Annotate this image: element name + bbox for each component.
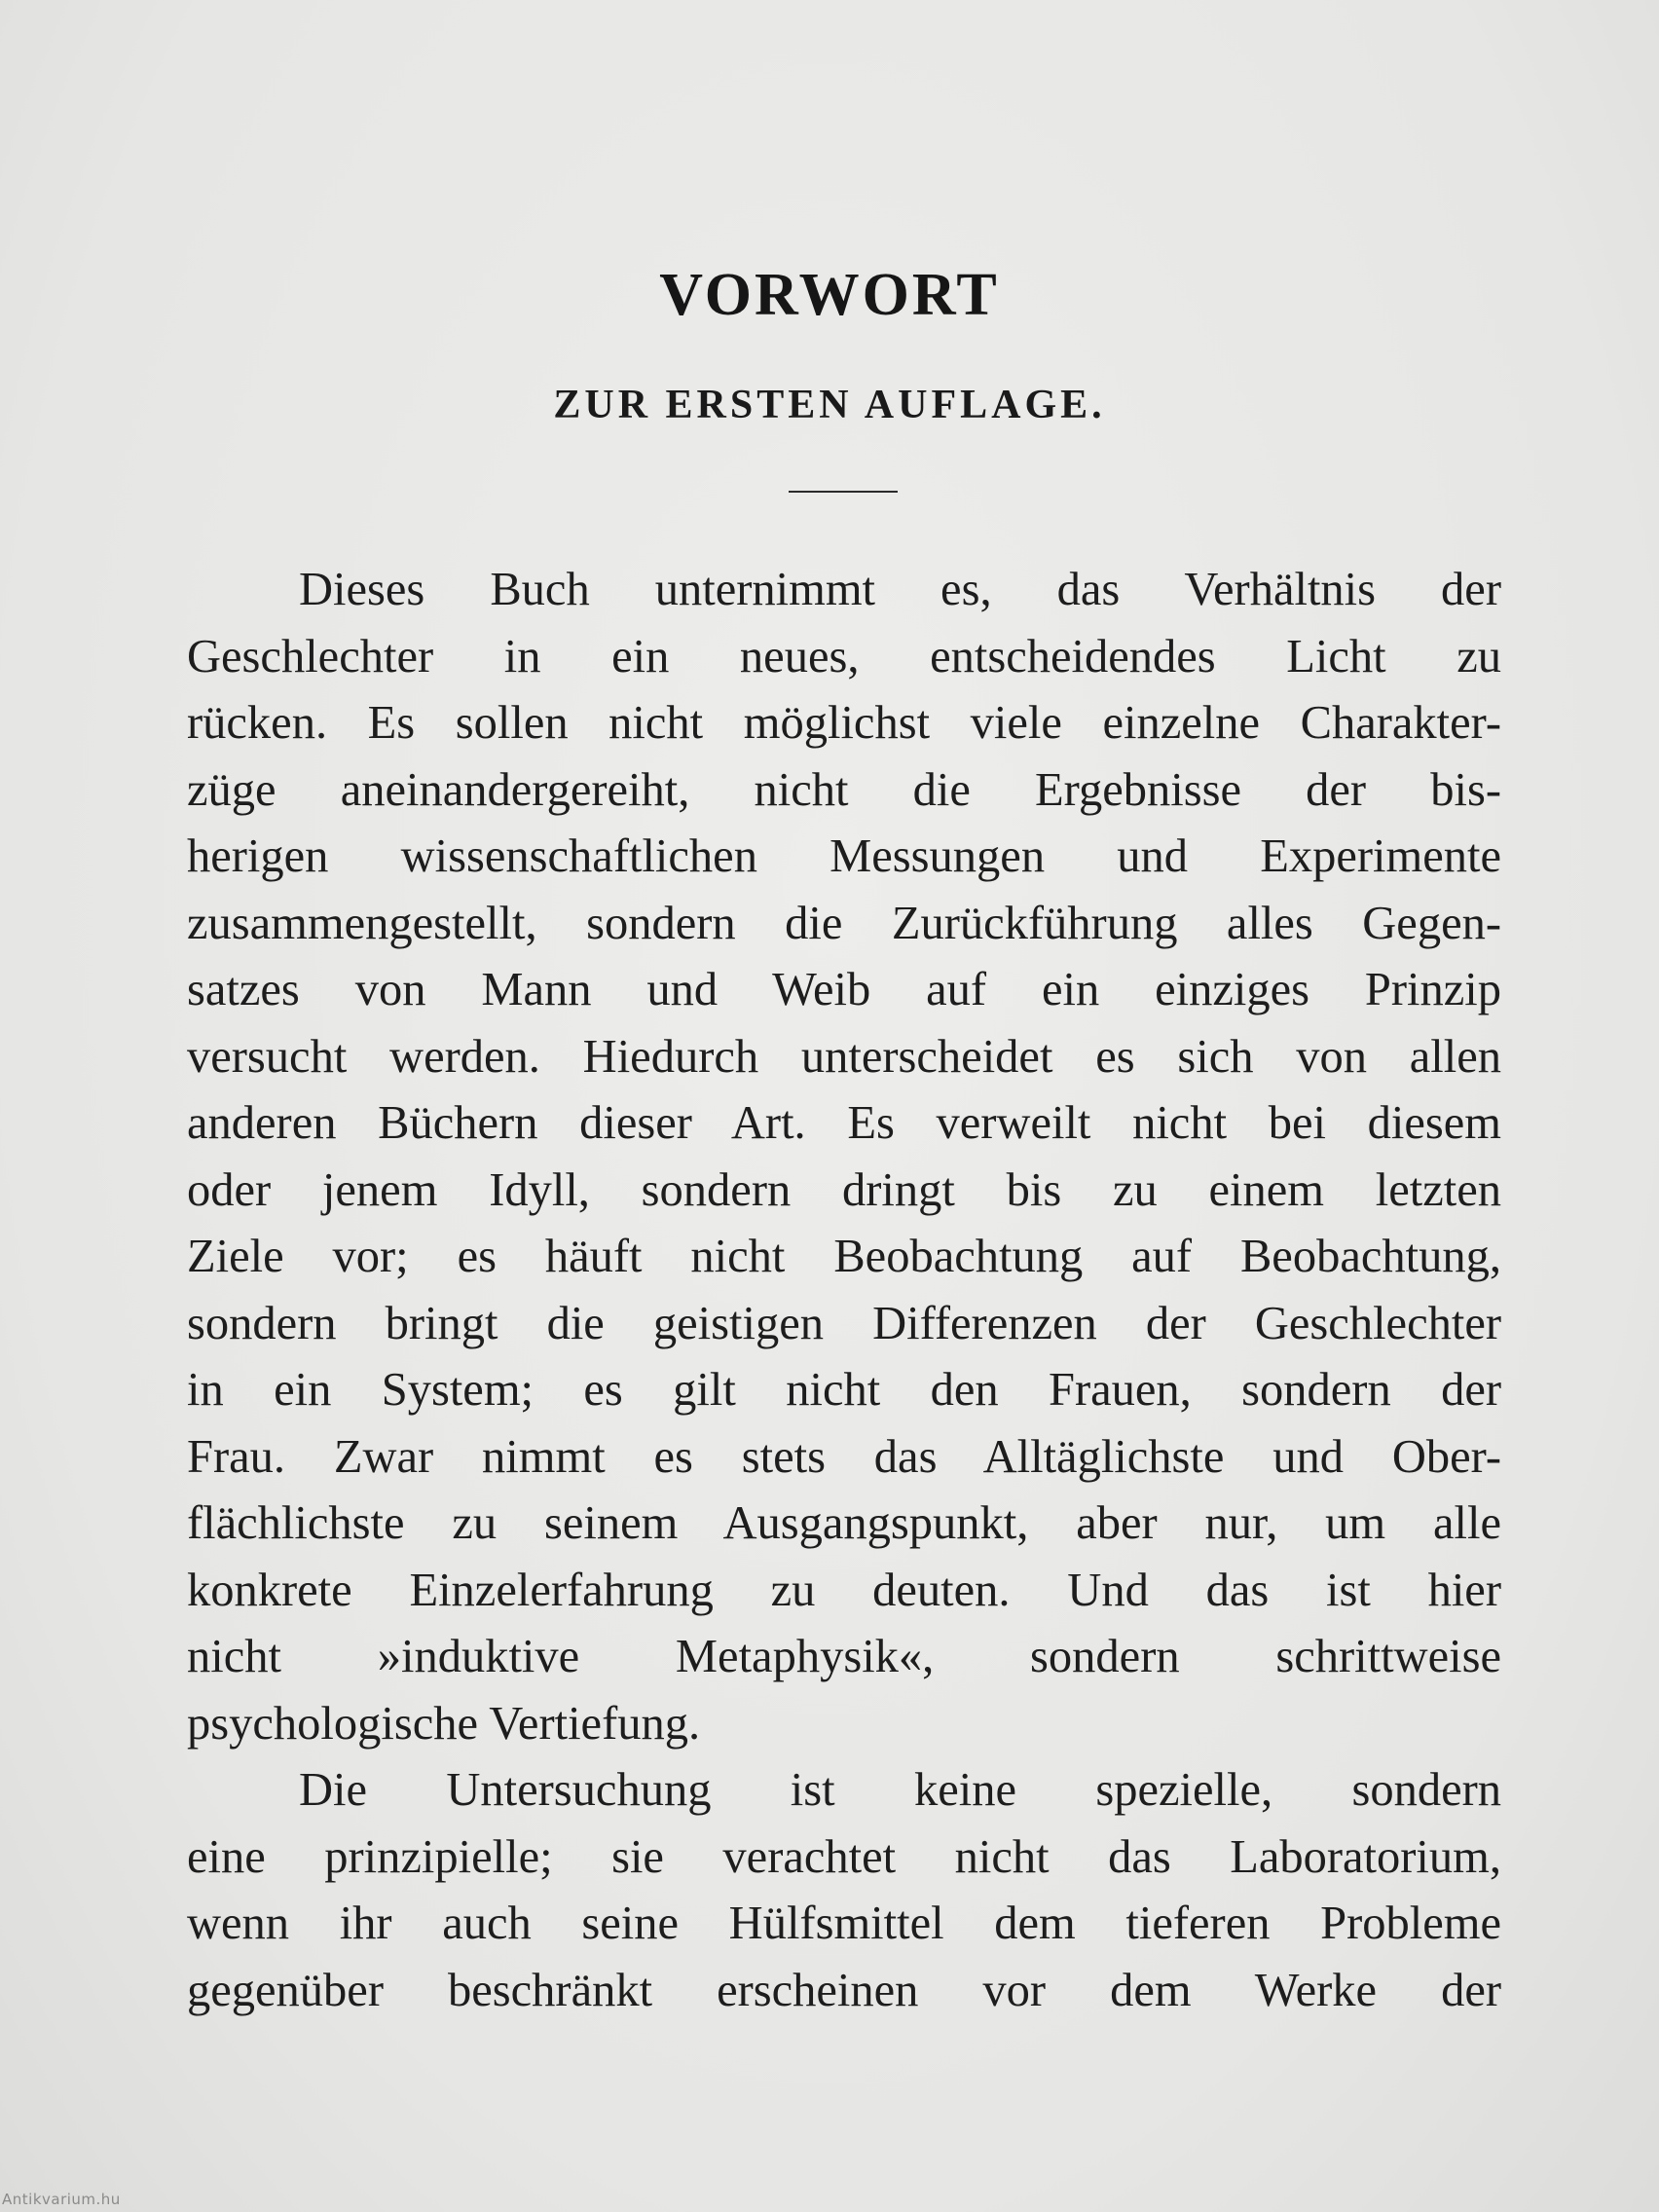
text-line: Geschlechter in ein neues, entscheidendes Licht zu: [187, 630, 1501, 682]
text-line: satzes von Mann und Weib auf ein einziges Prinzip: [187, 964, 1501, 1015]
text-line: Dieses Buch unternimmt es, das Verhältnis der: [299, 564, 1501, 615]
text-line: anderen Büchern dieser Art. Es verweilt nicht bei diesem: [187, 1097, 1501, 1149]
text-line: versucht werden. Hiedurch unterscheidet es sich von allen: [187, 1030, 1501, 1083]
text-line: flächlichste zu seinem Ausgangspunkt, aber nur, um alle: [187, 1497, 1501, 1549]
text-line: wenn ihr auch seine Hülfsmittel dem tieferen Probleme: [187, 1898, 1501, 1949]
text-line: herigen wissenschaftlichen Messungen und Experimente: [187, 830, 1501, 882]
text-line: eine prinzipielle; sie verachtet nicht das Laboratorium,: [187, 1830, 1501, 1883]
text-line: Die Untersuchung ist keine spezielle, sondern: [299, 1764, 1501, 1816]
text-line: in ein System; es gilt nicht den Frauen, sondern der: [187, 1364, 1501, 1416]
text-line: züge aneinandergereiht, nicht die Ergebnisse der bis-: [187, 763, 1501, 816]
page-title: VORWORT: [659, 262, 1000, 328]
text-line: Frau. Zwar nimmt es stets das Alltäglichste und Ober-: [187, 1430, 1501, 1483]
text-line: gegenüber beschränkt erscheinen vor dem Werke der: [187, 1964, 1501, 2016]
watermark: Antikvarium.hu: [2, 2191, 121, 2208]
text-line: konkrete Einzelerfahrung zu deuten. Und das ist hier: [187, 1564, 1501, 1616]
text-line: oder jenem Idyll, sondern dringt bis zu einem letzten: [187, 1163, 1501, 1216]
text-line: Ziele vor; es häuft nicht Beobachtung auf Beobachtung,: [187, 1231, 1501, 1282]
text-line: psychologische Vertiefung.: [187, 1697, 701, 1750]
text-line: rücken. Es sollen nicht möglichst viele einzelne Charakter-: [187, 697, 1501, 749]
text-line: nicht »induktive Metaphysik«, sondern schrittweise: [187, 1631, 1501, 1682]
body-text: [187, 557, 1501, 2024]
page-subtitle: ZUR ERSTEN AUFLAGE.: [553, 383, 1106, 427]
title-divider: [789, 491, 898, 493]
text-line: zusammengestellt, sondern die Zurückführung alles Gegen-: [187, 897, 1501, 949]
text-line: sondern bringt die geistigen Differenzen der Geschlechter: [187, 1297, 1501, 1349]
